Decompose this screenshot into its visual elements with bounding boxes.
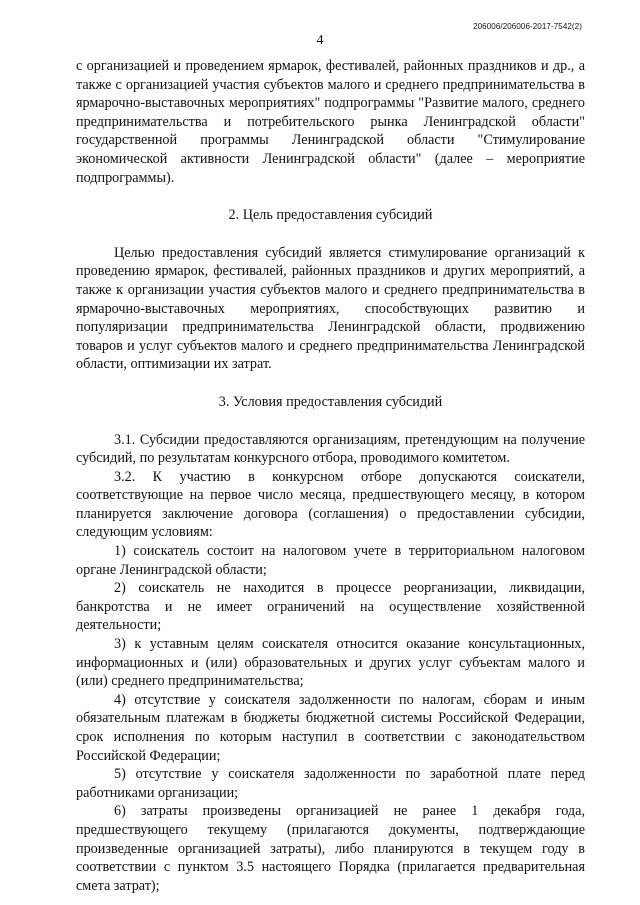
clause-3-2: 3.2. К участию в конкурсном отборе допускаются соискатели, соответствующие на первое число месяца, предшествующего месяцу, в котором планируется заключение договора (соглашения) о предоставлении субсидии, следующим условиям: (76, 468, 585, 541)
condition-item: 2) соискатель не находится в процессе реорганизации, ликвидации, банкротства и не имеет ограничений на осуществление хозяйственной деятельности; (76, 580, 585, 634)
document-id: 206006/206006-2017-7542(2) (473, 22, 582, 31)
condition-item: 3) к уставным целям соискателя относится оказание консультационных, информационных и (или) образовательных и других услуг субъектам малого и (или) среднего предпринимательства; (76, 636, 585, 690)
page-number: 4 (316, 33, 324, 48)
condition-item: 5) отсутствие у соискателя задолженности по заработной плате перед работниками организации; (76, 766, 585, 801)
clause-3-1: 3.1. Субсидии предоставляются организациям, претендующим на получение субсидий, по результатам конкурсного отбора, проводимого комитетом. (76, 431, 585, 467)
condition-item: 1) соискатель состоит на налоговом учете в территориальном налоговом органе Ленинградской области; (76, 543, 585, 578)
condition-item: 6) затраты произведены организацией не ранее 1 декабря года, предшествующего текущему (прилагаются документы, подтверждающие произведенные организацией затраты), либо планируются в текущем году в соответствии с пунктом 3.5 настоящего Порядка (прилагается предварительная смета затрат); (76, 803, 585, 894)
intro-paragraph: с организацией и проведением ярмарок, фестивалей, районных праздников и др., а также с организацией участия субъектов малого и среднего предпринимательства в ярмарочно-выставочных мероприятиях" подпрограммы "Развитие малого, среднего предпринимательства и потребительского рынка Ленинградской области" государственной программы Ленинградской области "Стимулирование экономической активности Ленинградской области" (далее – мероприятие подпрограммы). (76, 58, 585, 186)
section-2-heading: 2. Цель предоставления субсидий (228, 207, 433, 224)
section-3-heading: 3. Условия предоставления субсидий (218, 393, 443, 410)
condition-item: 4) отсутствие у соискателя задолженности по налогам, сборам и иным обязательным платежам в бюджеты бюджетной системы Российской Федерации, срок исполнения по которым наступил в соответствии с законодательством Российской Федерации; (76, 691, 585, 764)
document-body (76, 57, 585, 895)
section-2-paragraph: Целью предоставления субсидий является стимулирование организаций к проведению ярмарок, фестивалей, районных праздников и других мероприятий, а также к организации участия субъектов малого и среднего предпринимательства в ярмарочно-выставочных мероприятиях, способствующих развитию и популяризации предпринимательства Ленинградской области, продвижению товаров и услуг субъектов малого и среднего предпринимательства Ленинградской области, оптимизации их затрат. (76, 244, 585, 373)
